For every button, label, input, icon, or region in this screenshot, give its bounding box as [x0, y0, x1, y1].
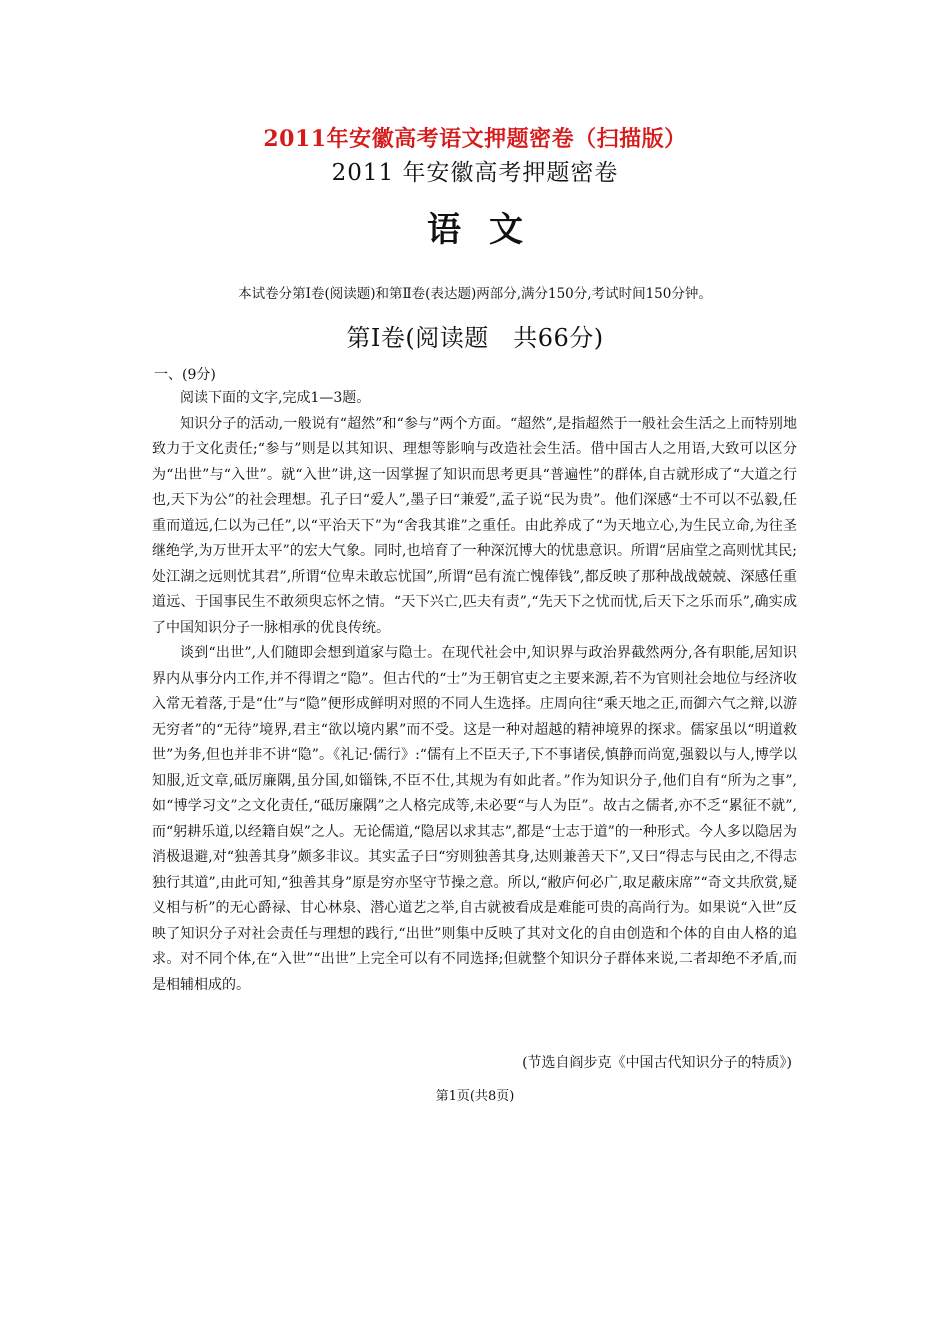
- subject-title: [0, 202, 950, 251]
- section-heading: 一、(9分): [154, 367, 216, 383]
- subject-char-2: 文: [489, 210, 523, 250]
- paragraph-2: 谈到“出世”,人们随即会想到道家与隐士。在现代社会中,知识界与政治界截然两分,各有职能,居知识界内从事分内工作,并不得谓之“隐”。但古代的“士”为王朝官吏之主要来源,若不为官则社会地位与经济收入常无着落,于是“仕”与“隐”便形成鲜明对照的不同人生选择。庄周向往“乘天地之正,而御六气之辩,以游无穷者”的“无待”境界,君主“欲以境内累”而不受。这是一种对超越的精神境界的探求。儒家虽以“明道救世”为务,但也并非不讲“隐”。《礼记·儒行》:“儒有上不臣天子,下不事诸侯,慎静而尚宽,强毅以与人,博学以知服,近文章,砥厉廉隅,虽分国,如锱铢,不臣不仕,其规为有如此者。”作为知识分子,他们自有“所为之事”,如“博学习文”之文化责任,“砥厉廉隅”之人格完成等,未必要“与人为臣”。故古之儒者,亦不乏“累征不就”,而“躬耕乐道,以经籍自娱”之人。无论儒道,“隐居以求其志”,都是“士志于道”的一种形式。今人多以隐居为消极退避,对“独善其身”颇多非议。其实孟子曰“穷则独善其身,达则兼善天下”,又曰“得志与民由之,不得志独行其道”,由此可知,“独善其身”原是穷亦坚守节操之意。所以,“敝庐何必广,取足蔽床席”“奇文共欣赏,疑义相与析”的无心爵禄、甘心林泉、潜心道艺之举,自古就被看成是难能可贵的高尚行为。如果说“入世”反映了知识分子对社会责任与理想的践行,“出世”则集中反映了其对文化的自由创造和个体的自由人格的追求。对不同个体,在“入世”“出世”上完全可以有不同选择;但就整个知识分子群体来说,二者却绝不矛盾,而是相辅相成的。: [152, 645, 797, 993]
- subject-char-1: 语: [427, 210, 461, 250]
- volume-title: 第Ⅰ卷(阅读题 共66分): [346, 324, 604, 352]
- passage-source: (节选自阎步克《中国古代知识分子的特质》): [522, 1055, 792, 1071]
- exam-title: 2011 年安徽高考押题密卷: [331, 160, 619, 186]
- exam-notice: 本试卷分第Ⅰ卷(阅读题)和第Ⅱ卷(表达题)两部分,满分150分,考试时间150分钟。: [238, 286, 712, 302]
- reading-passage: [152, 386, 797, 998]
- instruction: 阅读下面的文字,完成1—3题。: [180, 390, 371, 406]
- scan-version-title: 2011年安徽高考语文押题密卷（扫描版）: [263, 126, 687, 152]
- paragraph-1: 知识分子的活动,一般说有“超然”和“参与”两个方面。“超然”,是指超然于一般社会生活之上而特别地致力于文化责任;“参与”则是以其知识、理想等影响与改造社会生活。借中国古人之用语,大致可以区分为“出世”与“入世”。就“入世”讲,这一因掌握了知识而思考更具“普遍性”的群体,自古就形成了“大道之行也,天下为公”的社会理想。孔子曰“爱人”,墨子曰“兼爱”,孟子说“民为贵”。他们深感“士不可以不弘毅,任重而道远,仁以为己任”,以“平治天下”为“舍我其谁”之重任。由此养成了“为天地立心,为生民立命,为往圣继绝学,为万世开太平”的宏大气象。同时,也培育了一种深沉博大的忧患意识。所谓“居庙堂之高则忧其民;处江湖之远则忧其君”,所谓“位卑未敢忘忧国”,所谓“邑有流亡愧俸钱”,都反映了那种战战兢兢、深感任重道远、于国事民生不敢须臾忘怀之情。“天下兴亡,匹夫有责”,“先天下之忧而忧,后天下之乐而乐”,确实成了中国知识分子一脉相承的优良传统。: [152, 415, 797, 636]
- page-number: 第1页(共8页): [435, 1089, 515, 1104]
